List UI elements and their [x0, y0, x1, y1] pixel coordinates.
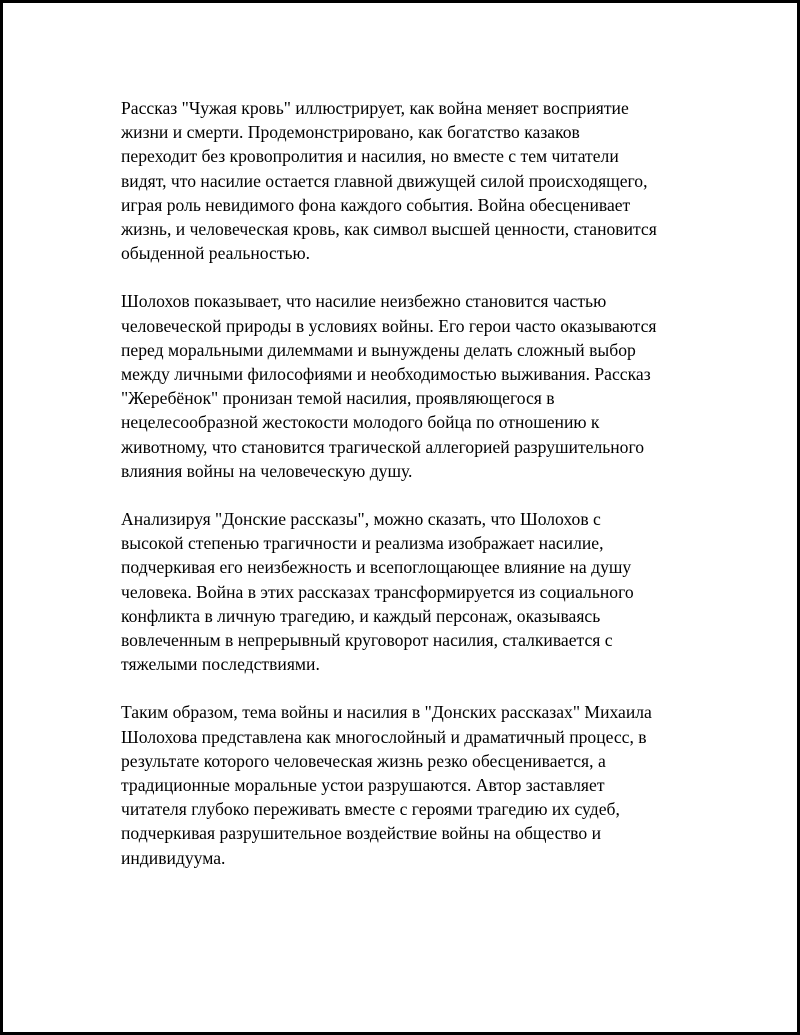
paragraph-nasilie-priroda: Шолохов показывает, что насилие неизбежно становится частью человеческой природы в условиях войны. Его герои часто оказываются перед моральными дилеммами и вынуждены делать сложный выбор между личными философиями и необходимостью выживания. Рассказ "Жеребёнок" пронизан темой насилия, проявляющегося в нецелесообразной жестокости молодого бойца по отношению к животному, что становится трагической аллегорией разрушительного влияния войны на человеческую душу. — [121, 291, 657, 481]
paragraph-conclusion: Таким образом, тема войны и насилия в "Донских рассказах" Михаила Шолохова представлена как многослойный и драматичный процесс, в результате которого человеческая жизнь резко обесценивается, а традиционные моральные устои разрушаются. Автор заставляет читателя глубоко переживать вместе с героями трагедию их судеб, подчеркивая разрушительное воздействие войны на общество и индивидуума. — [121, 702, 652, 868]
paragraph-chuzhaya-krov: Рассказ "Чужая кровь" иллюстрирует, как война меняет восприятие жизни и смерти. Продемонстрировано, как богатство казаков переходит без кровопролития и насилия, но вместе с тем читатели видят, что насилие остается главной движущей силой происходящего, играя роль невидимого фона каждого события. Война обесценивает жизнь, и человеческая кровь, как символ высшей ценности, становится обыденной реальностью. — [121, 98, 657, 264]
document-body — [121, 96, 691, 894]
paragraph-analiz-donskie: Анализируя "Донские рассказы", можно сказать, что Шолохов с высокой степенью трагичности и реализма изображает насилие, подчеркивая его неизбежность и всепоглощающее влияние на душу человека. Война в этих рассказах трансформируется из социального конфликта в личную трагедию, и каждый персонаж, оказываясь вовлеченным в непрерывный круговорот насилия, сталкивается с тяжелыми последствиями. — [121, 509, 634, 675]
